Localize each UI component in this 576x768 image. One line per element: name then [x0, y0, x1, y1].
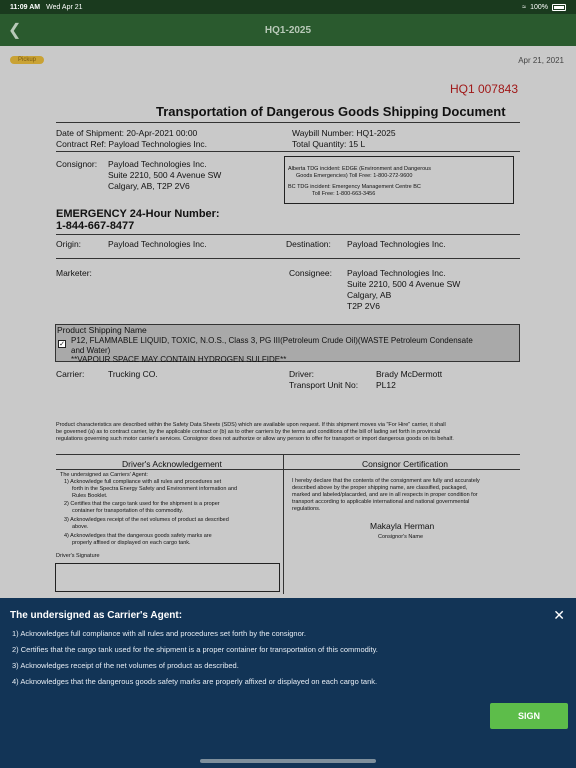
total-quantity: Total Quantity: 15 L [292, 139, 366, 149]
bc-tdg: BC TDG incident: Emergency Management Centre BC [288, 184, 421, 190]
agent-item-2: 2) Certifies that the cargo tank used for the shipment is a proper container for transportation of this commodity. [12, 645, 378, 654]
consignor-cert-title: Consignor Certification [362, 459, 448, 469]
fineprint-3: regulations governing such motor carrier's services. Consignor does not authorize or allow any person to offer for transport or import dangerous goods on its behalf. [56, 436, 454, 442]
origin-value: Payload Technologies Inc. [108, 239, 207, 249]
cert-1: I hereby declare that the contents of the consignment are fully and accurately [292, 478, 480, 484]
ack-1c: Rules Booklet. [72, 493, 108, 499]
carrier-label: Carrier: [56, 369, 85, 379]
ack-4b: properly affixed or displayed on each cargo tank. [72, 540, 191, 546]
back-chevron-icon[interactable]: ❮ [8, 22, 22, 39]
date-of-shipment: Date of Shipment: 20-Apr-2021 00:00 [56, 128, 198, 138]
product-line-3: **VAPOUR SPACE MAY CONTAIN HYDROGEN SULFIDE** [71, 355, 287, 364]
fineprint-1: Product characteristics are described within the Safety Data Sheets (SDS) which are available upon request. If this shipment moves via "For Hire" carrier, it shall [56, 422, 446, 428]
battery-percent: 100% [530, 3, 548, 11]
origin-label: Origin: [56, 239, 82, 249]
contract-ref: Contract Ref: Payload Technologies Inc. [56, 139, 208, 149]
consignee-address-1: Suite 2210, 500 4 Avenue SW [347, 279, 461, 289]
close-icon[interactable]: ✕ [553, 607, 565, 623]
product-label: Product Shipping Name [57, 325, 147, 335]
carrier-value: Trucking CO. [108, 369, 158, 379]
ack-3b: above. [72, 524, 89, 530]
ack-2a: 2) Certifies that the cargo tank used for the shipment is a proper [64, 501, 220, 507]
consignor-label: Consignor: [56, 159, 98, 169]
driver-label: Driver: [289, 369, 315, 379]
bc-tdg-phone: Toll Free: 1-800-663-3456 [312, 191, 376, 197]
status-right [522, 4, 566, 11]
emergency-title: EMERGENCY 24-Hour Number: [56, 208, 220, 220]
status-date: Wed Apr 21 [46, 3, 83, 11]
ack-3a: 3) Acknowledges receipt of the net volumes of product as described [64, 517, 229, 523]
transport-unit-value: PL12 [376, 380, 396, 390]
consignor-address-2: Calgary, AB, T2P 2V6 [108, 181, 190, 191]
document-title: Transportation of Dangerous Goods Shipping Document [156, 104, 506, 119]
ack-1b: forth in the Spectra Energy Safety and Environment information and [72, 486, 238, 492]
marketer-label: Marketer: [56, 268, 92, 278]
battery-icon [552, 4, 566, 11]
driver-value: Brady McDermott [376, 369, 443, 379]
home-indicator [200, 759, 376, 763]
consignee-name: Payload Technologies Inc. [347, 268, 446, 278]
driver-ack-title: Driver's Acknowledgement [122, 459, 222, 469]
waybill-number: Waybill Number: HQ1-2025 [292, 128, 396, 138]
ack-4a: 4) Acknowledges that the dangerous goods safety marks are [64, 533, 212, 539]
ack-2b: container for transportation of this commodity. [72, 508, 184, 514]
destination-value: Payload Technologies Inc. [347, 239, 446, 249]
consignee-label: Consignee: [289, 268, 333, 278]
nav-title: HQ1-2025 [264, 24, 312, 36]
ack-intro: The undersigned as Carriers' Agent: [60, 472, 148, 478]
product-line-2: and Water) [71, 346, 111, 355]
transport-unit-label: Transport Unit No: [289, 380, 359, 390]
driver-signature-box[interactable] [55, 563, 280, 592]
destination-label: Destination: [286, 239, 331, 249]
cert-4: transport according to applicable international and national governmental [292, 499, 470, 505]
cert-5: regulations. [292, 506, 321, 512]
cert-3: marked and labeled/placarded, and are in all respects in proper condition for [292, 492, 478, 498]
hq-number: HQ1 007843 [449, 82, 518, 96]
status-badge: Pickup [10, 56, 44, 64]
consignor-name: Payload Technologies Inc. [108, 159, 207, 169]
sheet-title: The undersigned as Carrier's Agent: [10, 610, 183, 621]
consignor-signature-name: Makayla Herman [370, 521, 435, 531]
product-checkbox[interactable]: ✓ [59, 341, 65, 348]
consignee-address-2: Calgary, AB [347, 290, 392, 300]
status-bar [0, 0, 576, 14]
agent-item-4: 4) Acknowledges that the dangerous goods safety marks are properly affixed or displayed on each cargo tank. [12, 677, 378, 686]
agent-item-3: 3) Acknowledges receipt of the net volumes of product as described. [12, 661, 239, 670]
document-date: Apr 21, 2021 [518, 56, 564, 65]
nav-bar [0, 14, 576, 46]
ack-1a: 1) Acknowledge full compliance with all rules and procedures set [64, 479, 222, 485]
cert-2: described above by the proper shipping name, are classified, packaged, [292, 485, 468, 491]
wifi-icon: ≈ [522, 3, 527, 11]
product-line-1: P12, FLAMMABLE LIQUID, TOXIC, N.O.S., Class 3, PG III(Petroleum Crude Oil)(WASTE Petroleum Condensate [71, 336, 473, 345]
emergency-number: 1-844-667-8477 [56, 220, 135, 232]
shipping-document [0, 46, 576, 598]
alberta-tdg: Alberta TDG incident: EDGE (Environment and Dangerous [288, 166, 431, 172]
sign-button[interactable]: SIGN [490, 703, 568, 729]
fineprint-2: be governed (a) as to contract carrier, by the applicable contract or (b) as to other carriers by the terms and conditions of the bill of lading set forth in provincial [56, 429, 441, 435]
consignor-name-label: Consignor's Name [378, 534, 424, 540]
consignor-address-1: Suite 2210, 500 4 Avenue SW [108, 170, 222, 180]
status-time: 11:09 AM [10, 3, 41, 11]
consignee-address-3: T2P 2V6 [347, 301, 380, 311]
alberta-tdg-phone: Goods Emergencies) Toll Free: 1-800-272-9600 [296, 173, 413, 179]
driver-signature-label: Driver's Signature [56, 553, 100, 559]
agent-item-1: 1) Acknowledges full compliance with all rules and procedures set forth by the consignor. [12, 629, 306, 638]
